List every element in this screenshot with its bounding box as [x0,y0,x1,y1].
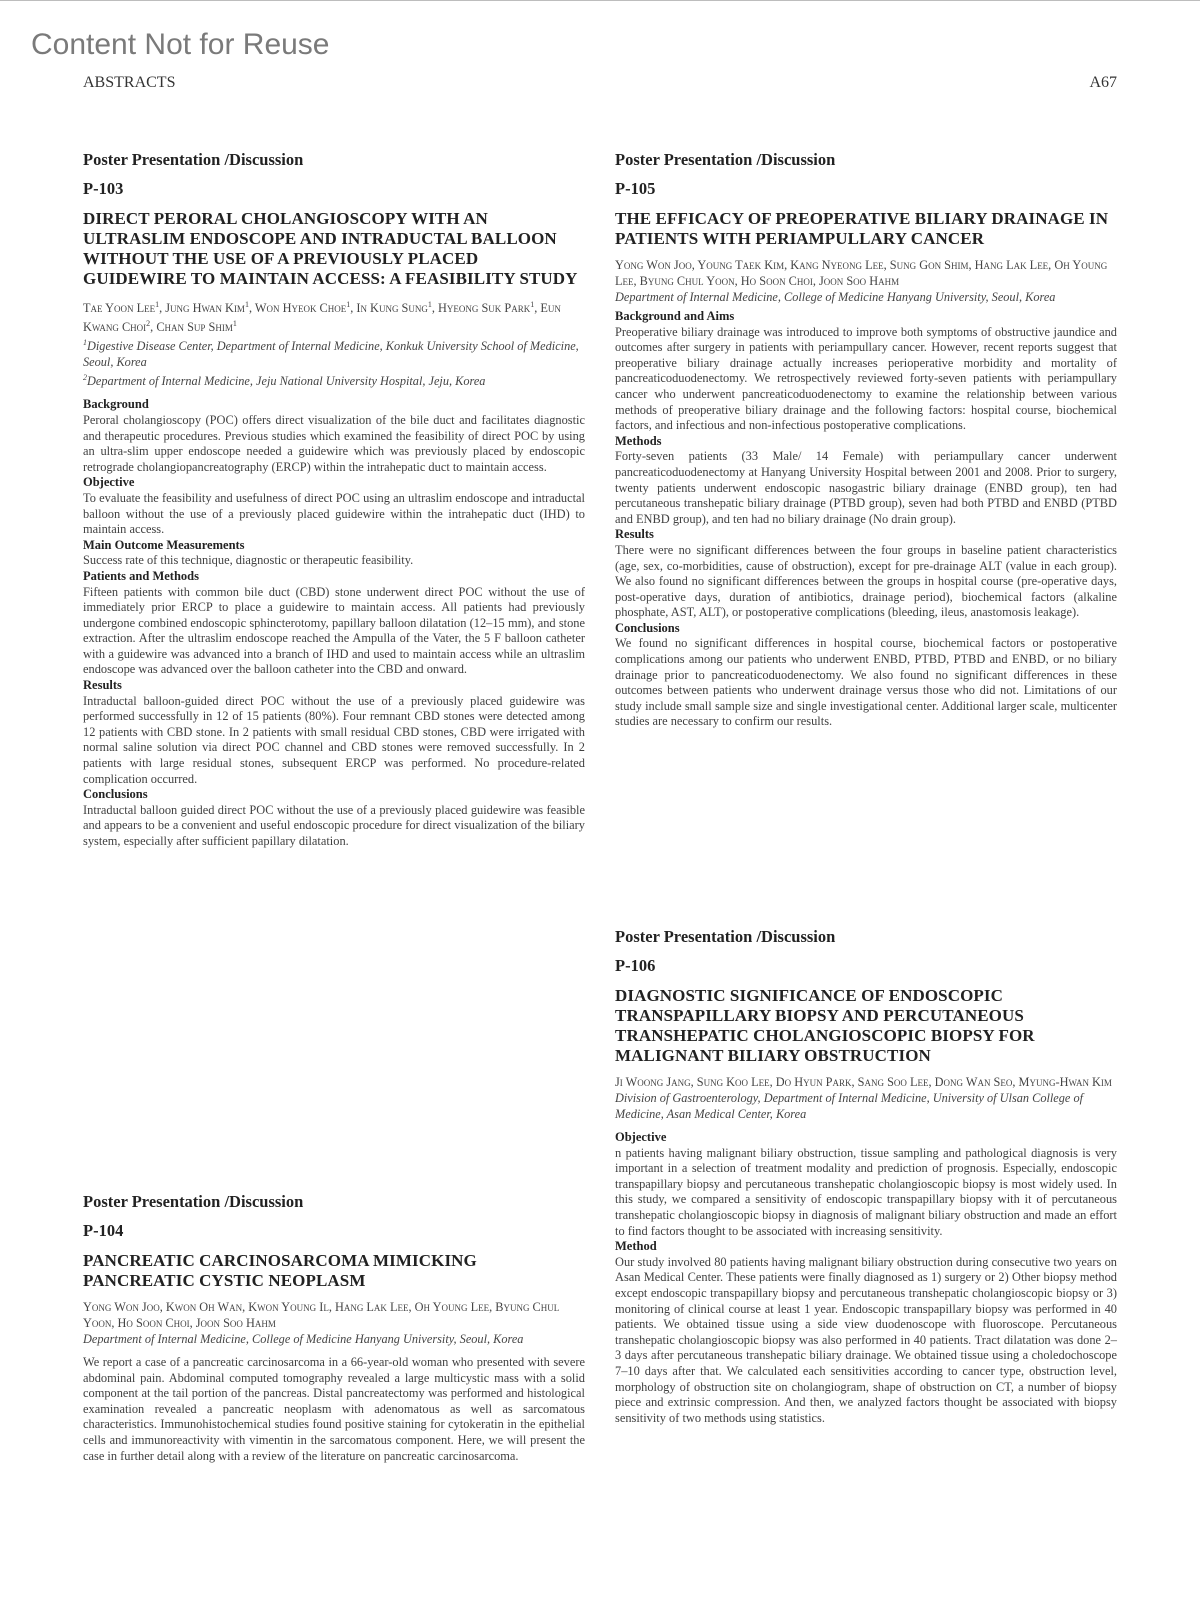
section-body-conclusions: We found no significant differences in hospital course, biochemical factors or postoperative complications among our patients who underwent ENBD, PTBD, PTBD and ENBD, or no biliary drainage prior to pancreaticoduodenectomy. We also found no significant differences in these outcomes between patients who underwent drainage versus those who did not. Limitations of our study include small sample size and single investigational center. Additional larger scale, multicenter studies are necessary to confirm our results. [615,636,1117,729]
author-sup: 1 [232,319,237,329]
watermark: Content Not for Reuse [31,28,330,61]
author: Won Hyeok Choe [254,301,347,316]
affiliation-sup: 1 [83,338,87,348]
affiliation [83,370,585,389]
abstract-number: P-103 [83,179,124,198]
section-body-results: Intraductal balloon-guided direct POC without the use of a previously placed guidewire was performed successfully in 12 of 15 patients (80%). Four remnant CBD stones were detected among 12 patients with CBD stone. In 2 patients with small residual CBD stones, CBD were irrigated with normal saline solution via direct POC channel and CBD stones were removed successfully. In 2 patients with large residual stones, subsequent ERCP was performed. No procedure-related complication occurred. [83,693,585,786]
affiliation-text: Digestive Disease Center, Department of Internal Medicine, Konkuk University School of Medicine, Seoul, Korea [83,339,579,370]
section-heading-methods: Patients and Methods [83,568,199,583]
author: Jung Hwan Kim [165,301,245,316]
affiliation: Division of Gastroenterology, Department of Internal Medicine, University of Ulsan College of Medicine, Asan Medical Center, Korea [615,1091,1084,1121]
section-heading-outcomes: Main Outcome Measurements [83,537,245,552]
running-head: ABSTRACTS [83,74,176,91]
affiliation: Department of Internal Medicine, College of Medicine Hanyang University, Seoul, Korea [615,290,1056,304]
section-heading-background: Background [83,397,149,412]
author-sup: 1 [427,300,432,309]
section-body-method: Our study involved 80 patients having malignant biliary obstruction during consecutive two years on Asan Medical Center. These patients were finally diagnosed as 1) surgery or 2) Other biopsy method except endoscopic transpapillary biopsy and percutaneous transhepatic cholangioscopic biopsy or 3) monitoring of clinical course at least 1 year. Endoscopic transpapillary biopsy was performed in 40 patients. We obtained tissue using a side view duodenoscope with fluoroscope. Percutaneous transhepatic cholangioscopic biopsy was also performed in 40 patients. Tract dilatation was done 2–3 days after percutaneous transhepatic biliary drainage. We obtained tissue using a choledochoscope 7–10 days after that. We calculated each sensitivities according to cancer type, obstruction level, morphology of obstruction site on cholangiogram, shape of obstruction on CT, a number of biopsy piece and extrinsic compression. And then, we analyzed factors thought be associated with biopsy sensitivity of two methods using statistics. [615,1254,1117,1425]
abstract-number: P-105 [615,179,656,198]
section-heading-method: Method [615,1239,657,1254]
section-label: Poster Presentation /Discussion [83,150,304,169]
author: Hyeong Suk Park [438,301,531,316]
abstract-body: We report a case of a pancreatic carcinosarcoma in a 66-year-old woman who presented with severe abdominal pain. Abdominal computed tomography revealed a large multicystic mass with a solid component at the tail portion of the pancreas. Distal pancreatectomy was performed and histological examination revealed a pancreatic neoplasm with adenomatous as well as sarcomatous characteristics. Immunohistochemical studies found positive staining for cytokeratin in the epithelial cells and immunoreactivity with vimentin in the sarcomatous component. Here, we will present the case in further detail along with a review of the literature on pancreatic carcinosarcoma. [83,1355,585,1463]
abstract-p106 [615,927,1117,1426]
affiliation [83,335,585,370]
abstract-title: DIAGNOSTIC SIGNIFICANCE OF ENDOSCOPIC TRANSPAPILLARY BIOPSY AND PERCUTANEOUS TRANSHEPATIC CHOLANGIOSCOPIC BIOPSY FOR MALIGNANT BILIARY OBSTRUCTION [615,986,1035,1065]
author: Chan Sup Shim [156,320,233,335]
abstract-number: P-104 [83,1221,124,1240]
page-top-border [0,0,1200,1]
section-body-results: There were no significant differences between the four groups in baseline patient characteristics (age, sex, co-morbidities, cause of obstruction), except for pre-drainage ALT (value in each group). We also found no significant differences between the groups in hospital course (pre-operative days, post-operative days, duration of antibiotics, drainage period), biochemical factors (alkaline phosphate, AST, ALT), or postoperative complications (bleeding, ileus, anastomosis leakage). [615,542,1117,620]
author-list: Tae Yoon Lee$^1$, Jung Hwan Kim$^1$, Won Hyeok Choe$^1$, In Kung Sung$^1$, Hyeong Suk Park$^1$, Eun Kwang Choi$^2$, Chan Sup Shim$^1$ [83,300,561,335]
section-label: Poster Presentation /Discussion [615,927,836,946]
section-body-objective: n patients having malignant biliary obstruction, tissue sampling and pathological diagnosis is very important in a selection of treatment modality and prediction of prognosis. Especially, endoscopic transpapillary biopsy and percutaneous transhepatic cholangioscopic biopsy is most widely used. In this study, we compared a sensitivity of endoscopic transpapillary biopsy with it of percutaneous transhepatic cholangioscopic biopsy in diagnosis of malignant biliary obstruction and made an effort to find factors thought to be associated with increasing sensitivity. [615,1145,1117,1238]
page-number: A67 [1089,74,1117,91]
section-body-objective: To evaluate the feasibility and usefulness of direct POC using an ultraslim endoscope and intraductal balloon without the use of a previously placed guidewire within the intrahepatic duct (IHD) to maintain access. [83,490,585,537]
author-sup: 2 [146,319,151,329]
abstract-p105 [615,150,1117,730]
abstract-number: P-106 [615,956,656,975]
section-heading-conclusions: Conclusions [83,787,148,802]
author-sup: 1 [530,300,535,309]
section-heading-conclusions: Conclusions [615,620,680,635]
section-body-methods: Fifteen patients with common bile duct (CBD) stone underwent direct POC without the use of immediately prior ERCP to place a guidewire to maintain access. All patients had previously undergone combined endoscopic sphincterotomy, papillary balloon dilatation (12–15 mm), and stone extraction. After the ultraslim endoscope reached the Ampulla of the Vater, the 5 F balloon catheter with a guidewire was advanced into a branch of IHD and used to maintain access while an ultraslim endoscope was advanced over the balloon catheter into the CBD and onward. [83,584,585,677]
abstract-title: DIRECT PERORAL CHOLANGIOSCOPY WITH AN ULTRASLIM ENDOSCOPE AND INTRADUCTAL BALLOON WITHOUT THE USE OF A PREVIOUSLY PLACED GUIDEWIRE TO MAINTAIN ACCESS: A FEASIBILITY STUDY [83,209,578,288]
section-body-outcomes: Success rate of this technique, diagnostic or therapeutic feasibility. [83,553,414,568]
section-body-methods: Forty-seven patients (33 Male/ 14 Female) with periampullary cancer underwent pancreaticoduodenectomy at Hanyang University Hospital between 2001 and 2008. Prior to surgery, twenty patients underwent endoscopic nasogastric biliary drainage (ENBD group), ten had percutaneous transhepatic biliary drainage (PTBD group), seven had both PTBD and ENBD (PTBD and ENBD group), and ten had no biliary drainage (No drain group). [615,449,1117,526]
section-heading-objective: Objective [83,475,135,490]
abstract-title: PANCREATIC CARCINOSARCOMA MIMICKING PANCREATIC CYSTIC NEOPLASM [83,1251,477,1290]
author-list: Yong Won Joo, Kwon Oh Wan, Kwon Young Il, Hang Lak Lee, Oh Young Lee, Byung Chul Yoon, Ho Soon Choi, Joon Soo Hahm [83,1300,560,1330]
affiliation: Department of Internal Medicine, College of Medicine Hanyang University, Seoul, Korea [83,1332,524,1346]
author: In Kung Sung [356,301,428,316]
author-sup: 1 [346,300,351,309]
section-heading-results: Results [615,527,654,542]
abstract-title: THE EFFICACY OF PREOPERATIVE BILIARY DRAINAGE IN PATIENTS WITH PERIAMPULLARY CANCER [615,209,1109,248]
affiliation-text: Department of Internal Medicine, Jeju National University Hospital, Jeju, Korea [87,374,486,389]
author: Tae Yoon Lee [83,301,156,316]
section-body-background: Peroral cholangioscopy (POC) offers direct visualization of the bile duct and facilitates diagnostic and therapeutic procedures. Previous studies which examined the feasibility of direct POC by using an ultra-slim upper endoscope needed a guidewire which was previously placed by endoscopic retrograde cholangiopancreatography (ERCP) within the intrahepatic duct to maintain access. [83,412,585,474]
affiliation-sup: 2 [83,373,87,383]
author-list: Ji Woong Jang, Sung Koo Lee, Do Hyun Park, Sang Soo Lee, Dong Wan Seo, Myung-Hwan Kim [615,1075,1112,1089]
section-heading-results: Results [83,678,122,693]
author-sup: 1 [155,300,160,309]
section-label: Poster Presentation /Discussion [83,1192,304,1211]
author-list: Yong Won Joo, Young Taek Kim, Kang Nyeong Lee, Sung Gon Shim, Hang Lak Lee, Oh Young Lee, Byung Chul Yoon, Ho Soon Choi, Joon Soo Hahm [615,258,1108,288]
abstract-p104 [83,1192,585,1464]
section-heading-background: Background and Aims [615,309,735,323]
section-label: Poster Presentation /Discussion [615,150,836,169]
section-body-background: Preoperative biliary drainage was introduced to improve both symptoms of obstructive jaundice and outcomes after surgery in patients with periampullary cancer. However, recent reports suggest that preoperative biliary drainage actually increases perioperative morbidity and mortality of pancreaticoduodenectomy. We retrospectively reviewed forty-seven patients with periampullary cancer who underwent pancreaticoduodenectomy to examine the relationship between various methods of preoperative biliary drainage and the following factors: hospital course, biochemical factors, and infectious and non-infectious postoperative complications. [615,324,1117,433]
section-body-conclusions: Intraductal balloon guided direct POC without the use of a previously placed guidewire was feasible and appears to be a convenient and useful endoscopic procedure for direct visualization of the biliary system, especially after sufficient papillary dilatation. [83,802,585,848]
section-heading-methods: Methods [615,433,662,448]
abstract-p103 [83,150,585,850]
author-sup: 1 [244,300,249,309]
section-heading-objective: Objective [615,1130,667,1144]
author: Eun Kwang Choi [83,301,561,335]
